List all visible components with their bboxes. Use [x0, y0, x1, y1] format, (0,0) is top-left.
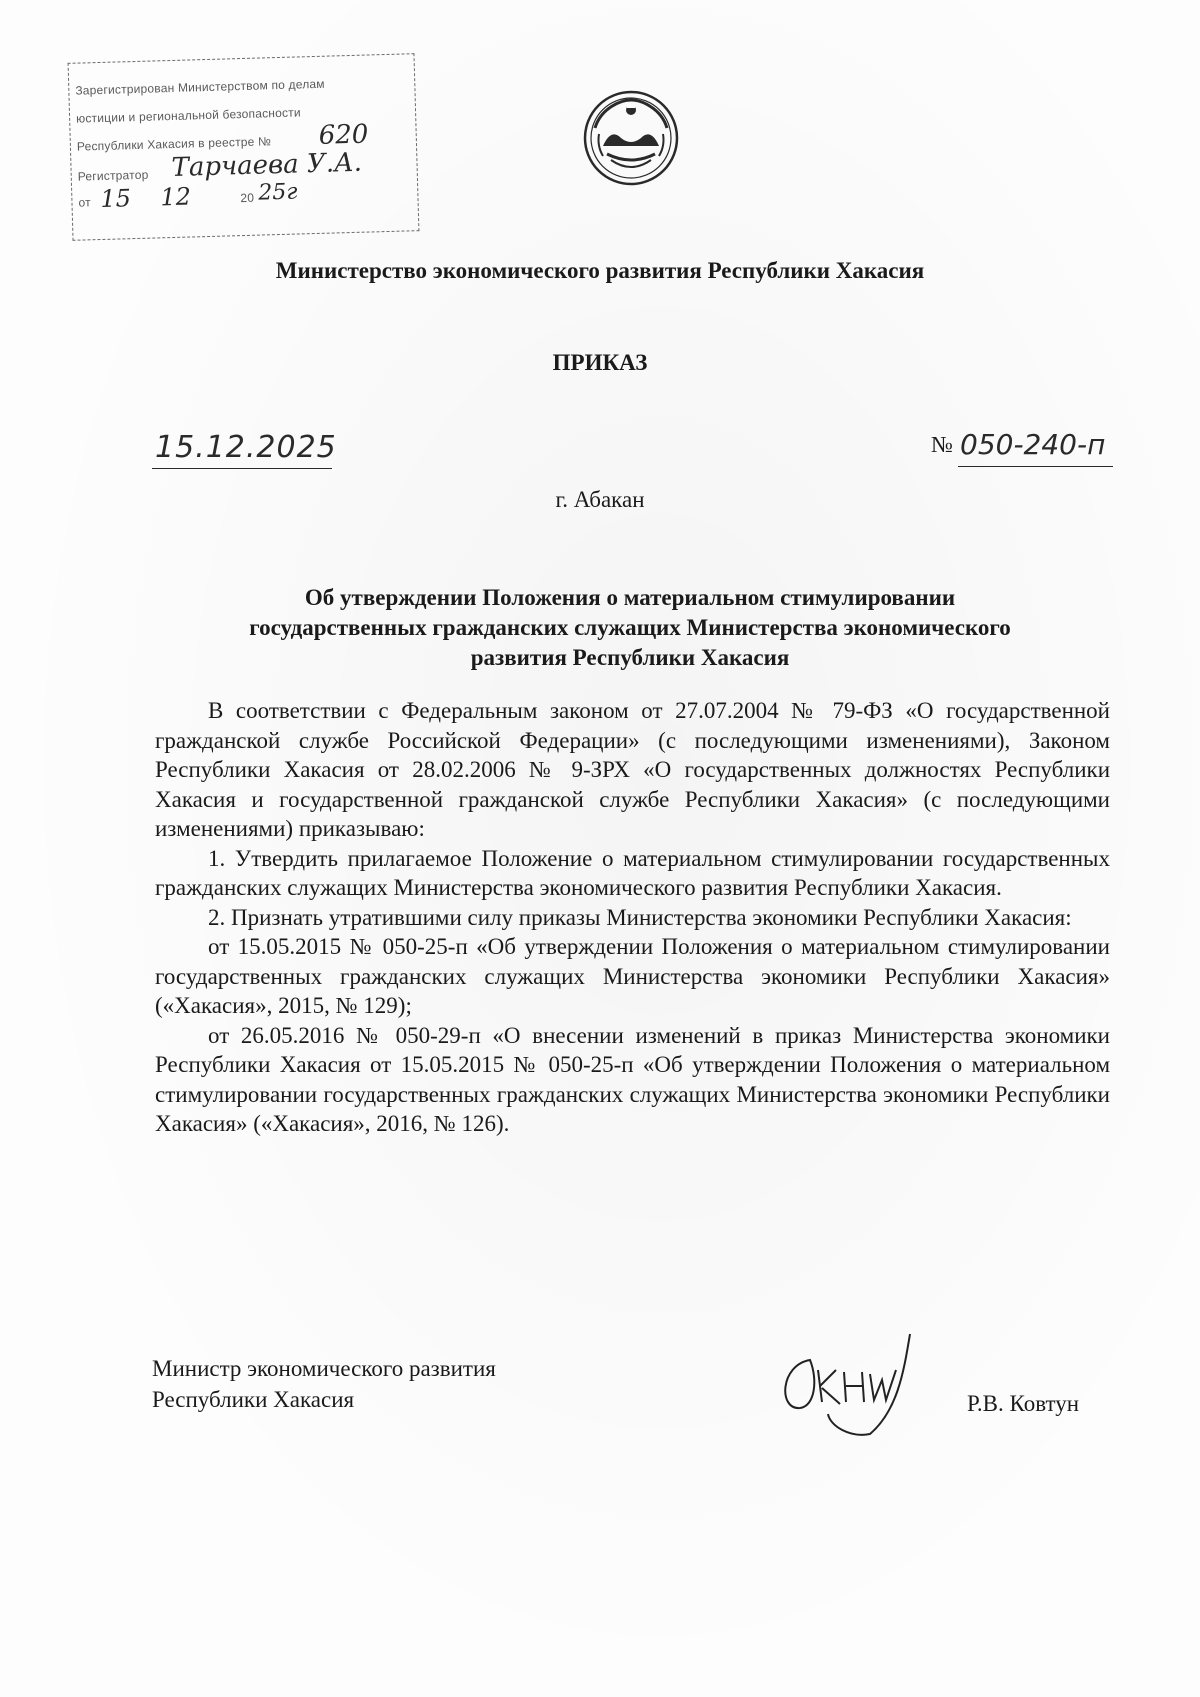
stamp-date-prefix: от: [78, 195, 91, 210]
body-paragraph-repealed-1: от 15.05.2015 № 050-25-п «Об утверждении Положения о материальном стимулировании государственных гражданских служащих Министерства экономики Республики Хакасия» («Хакасия», 2015, № 129);: [155, 934, 1110, 1018]
order-date: 15.12.2025: [155, 430, 337, 465]
stamp-date-month: 12: [159, 182, 192, 212]
subject-line-2: государственных гражданских служащих Министерства экономического: [249, 615, 1011, 640]
body-paragraph-item-2: 2. Признать утратившими силу приказы Министерства экономики Республики Хакасия:: [208, 904, 1072, 930]
subject-line-1: Об утверждении Положения о материальном стимулировании: [304, 585, 956, 610]
stamp-line-1: Зарегистрирован Министерством по делам: [75, 76, 325, 98]
order-number: 050-240-п: [960, 428, 1106, 461]
stamp-line-3: Республики Хакасия в реестре №: [76, 134, 272, 154]
stamp-line-2: юстиции и региональной безопасности: [75, 105, 301, 126]
body-paragraph-item-1: 1. Утвердить прилагаемое Положение о материальном стимулировании государственных гражданских служащих Министерства экономического развития Республики Хакасия.: [155, 845, 1110, 900]
stamp-reg-number: 620: [318, 119, 369, 151]
order-number-label: №: [931, 432, 953, 457]
stamp-registrar: Тарчаева У.А.: [171, 147, 363, 184]
signer-position-line-1: Министр экономического развития: [152, 1356, 496, 1381]
signer-position-line-2: Республики Хакасия: [152, 1387, 355, 1412]
stamp-date-year-prefix: 20: [240, 190, 255, 206]
handwritten-signature: [770, 1330, 930, 1440]
date-underline: [152, 468, 332, 469]
stamp-line-4: Регистратор: [77, 167, 149, 184]
subject-line-3: развития Республики Хакасия: [470, 645, 790, 670]
signer-position: [152, 1353, 496, 1415]
stamp-date-year: 25г: [257, 179, 298, 206]
document-type: ПРИКАЗ: [552, 350, 648, 375]
ministry-name: Министерство экономического развития Республики Хакасия: [275, 258, 925, 283]
body-paragraph-repealed-2: от 26.05.2016 № 050-29-п «О внесении изменений в приказ Министерства экономики Республики Хакасия от 15.05.2015 № 050-25-п «Об утверждении Положения о материальном стимулировании государственных гражданских служащих Министерства экономики Республики Хакасия» («Хакасия», 2016, № 126).: [155, 1022, 1110, 1136]
coat-of-arms-khakassia-icon: [581, 88, 681, 188]
city: г. Абакан: [555, 487, 645, 512]
body-paragraph-preamble: В соответствии с Федеральным законом от 27.07.2004 № 79-ФЗ «О государственной гражданской службе Российской Федерации» (с последующими изменениями), Законом Республики Хакасия от 28.02.2006 № 9-ЗРХ «О государственных должностях Республики Хакасия и государственной гражданской службе Республики Хакасия» (с последующими изменениями) приказываю:: [155, 698, 1110, 841]
number-underline: [958, 466, 1113, 467]
order-subject: [150, 583, 1110, 673]
registration-stamp: [68, 53, 420, 241]
stamp-date-day: 15: [100, 184, 132, 214]
signer-name: Р.В. Ковтун: [967, 1391, 1080, 1416]
order-body: [155, 696, 1110, 1139]
